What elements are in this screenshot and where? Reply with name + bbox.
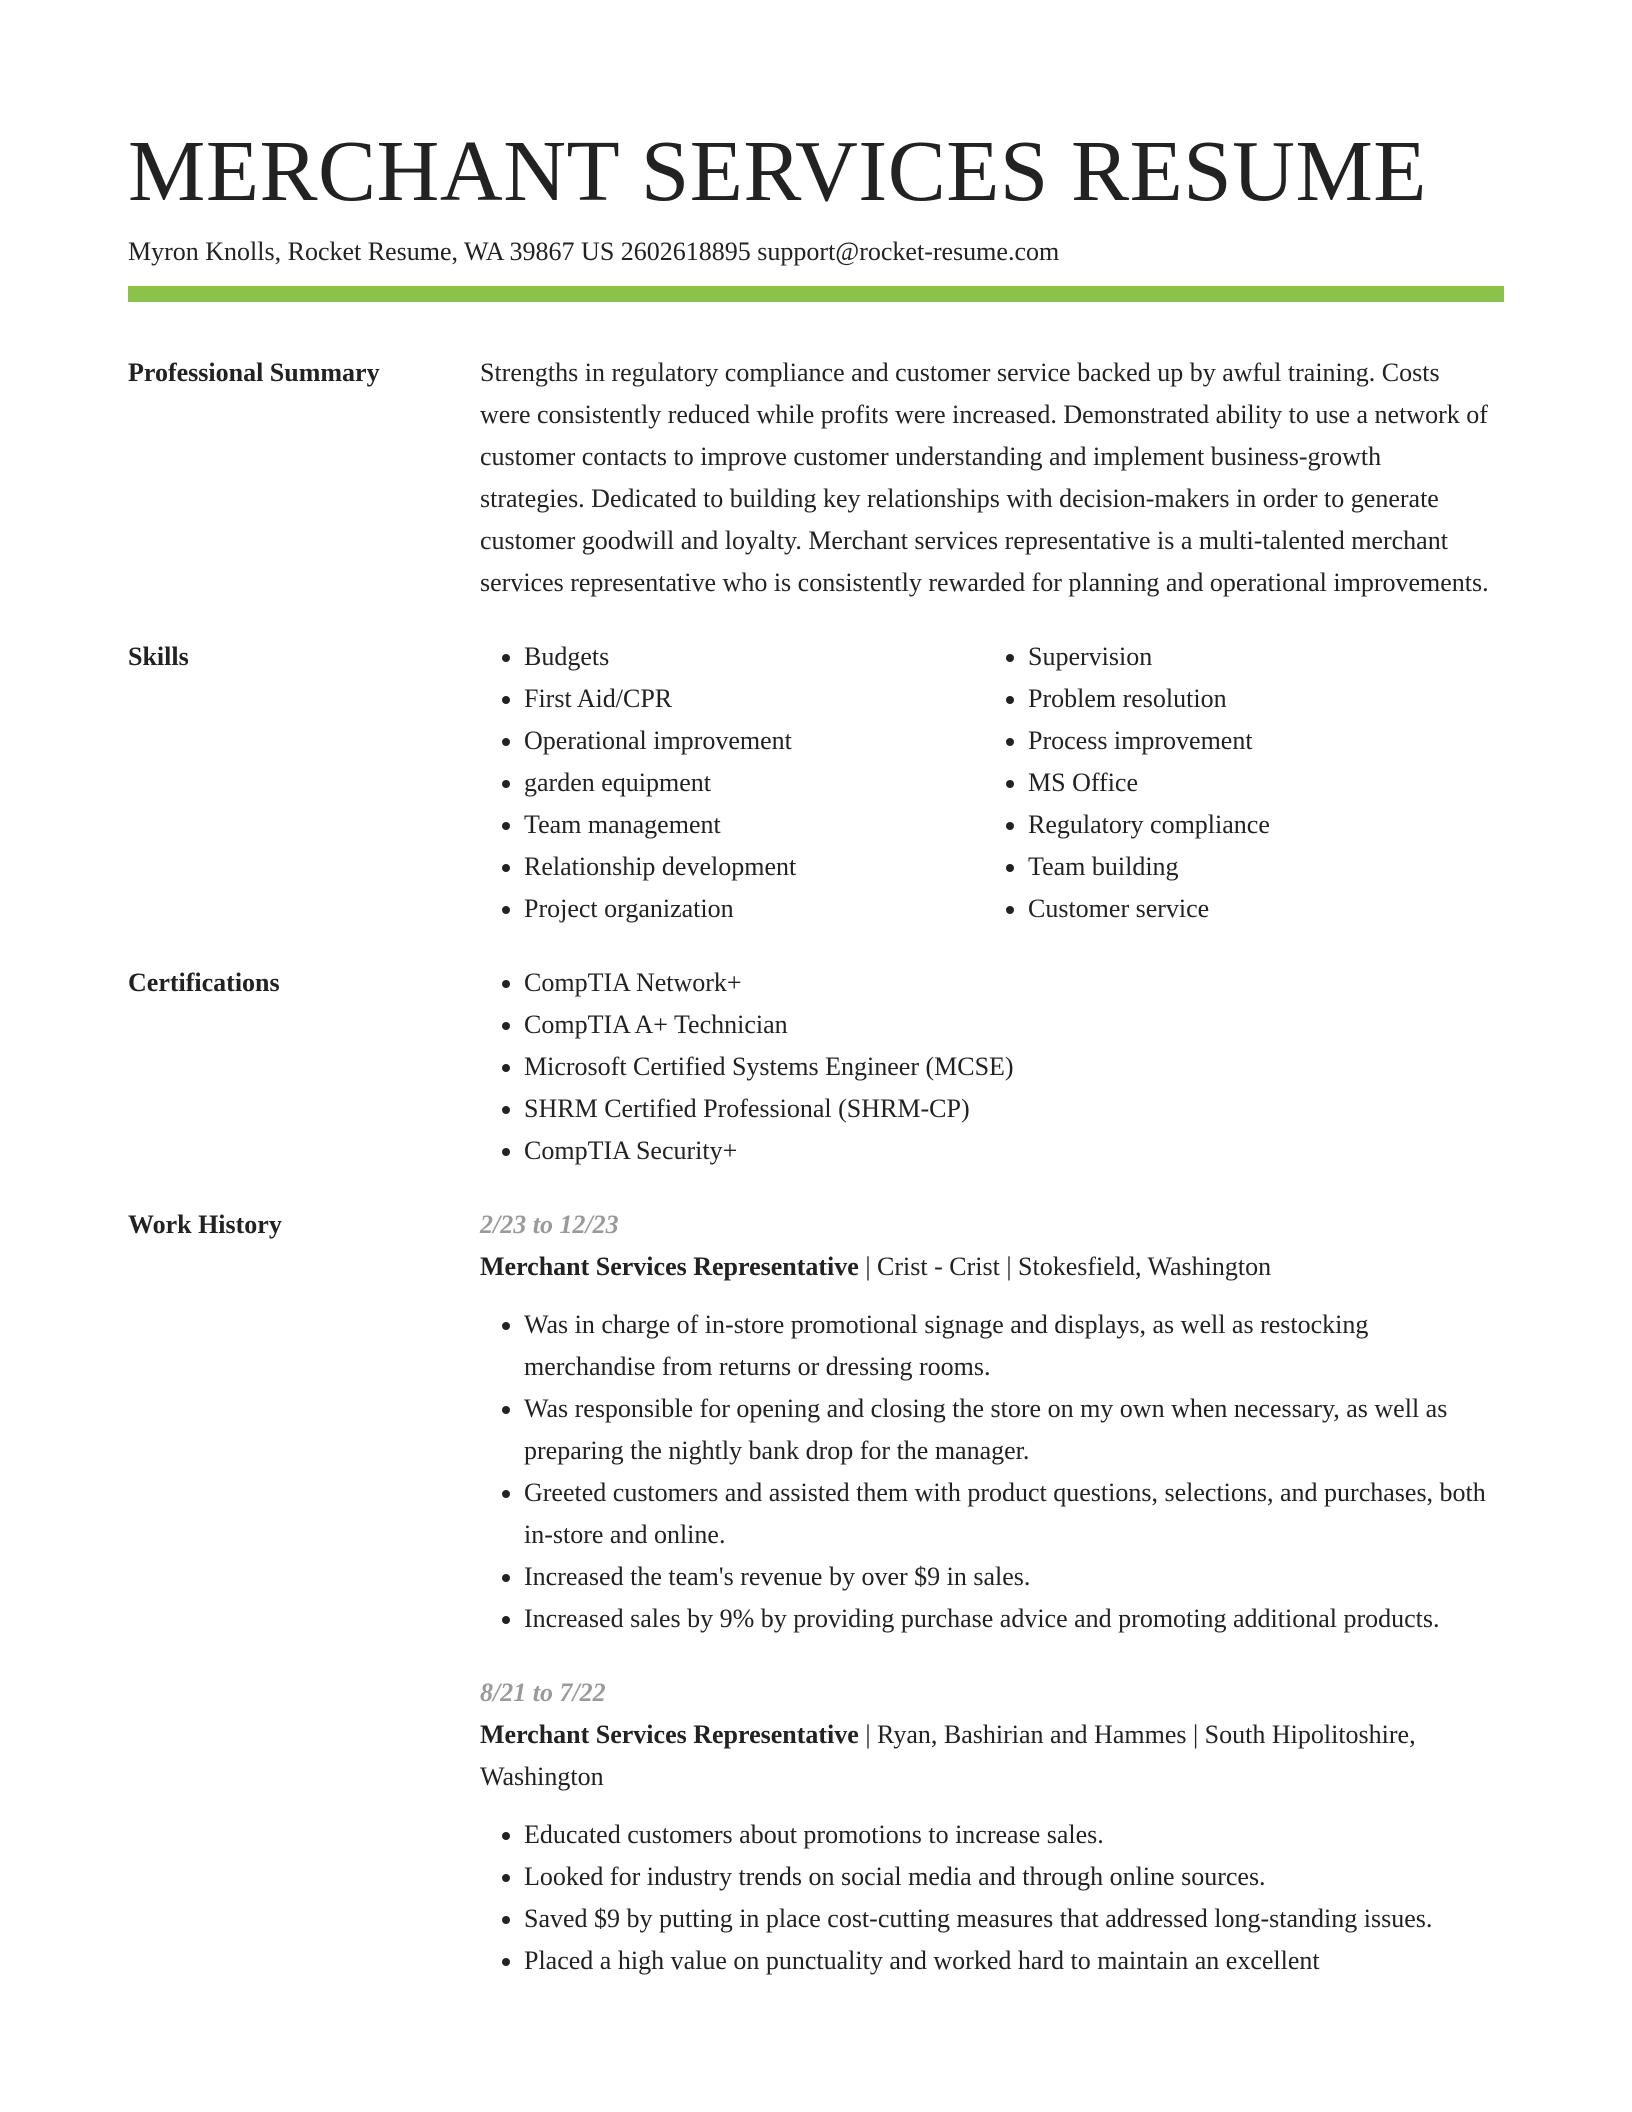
- skill-item: • Operational improvement: [524, 720, 984, 762]
- resume-page: [128, 0, 1504, 1982]
- skill-item: • Regulatory compliance: [1028, 804, 1488, 846]
- skill-item: • Process improvement: [1028, 720, 1488, 762]
- certifications-list: [480, 962, 1504, 1172]
- job-bullet: • Placed a high value on punctuality and worked hard to maintain an excellent: [524, 1940, 1504, 1982]
- skill-item: • First Aid/CPR: [524, 678, 984, 720]
- skills-column-right: [984, 636, 1488, 930]
- skill-item: • Project organization: [524, 888, 984, 930]
- job-bullet: • Was responsible for opening and closing the store on my own when necessary, as well as preparing the nightly bank drop for the manager.: [524, 1388, 1504, 1472]
- certification-item: • CompTIA A+ Technician: [524, 1004, 1504, 1046]
- job-bullets: [480, 1304, 1504, 1640]
- job-details: | Ryan, Bashirian and Hammes | South Hipolitoshire, Washington: [480, 1720, 1416, 1791]
- job-bullet: • Increased the team's revenue by over $9 in sales.: [524, 1556, 1504, 1598]
- job-title: Merchant Services Representative: [480, 1252, 859, 1281]
- job-bullet: • Greeted customers and assisted them with product questions, selections, and purchases, both in-store and online.: [524, 1472, 1504, 1556]
- header-divider: [128, 286, 1504, 302]
- job-bullet: • Looked for industry trends on social media and through online sources.: [524, 1856, 1504, 1898]
- skill-item: • Relationship development: [524, 846, 984, 888]
- certification-item: • SHRM Certified Professional (SHRM-CP): [524, 1088, 1504, 1130]
- skills-list: [480, 636, 1504, 930]
- work-history-section: [128, 1204, 1504, 1982]
- job-header: [480, 1714, 1504, 1798]
- certification-item: • CompTIA Security+: [524, 1130, 1504, 1172]
- work-history-list: [480, 1204, 1504, 1982]
- job-bullet: • Saved $9 by putting in place cost-cutting measures that addressed long-standing issues.: [524, 1898, 1504, 1940]
- job-title: Merchant Services Representative: [480, 1720, 859, 1749]
- skill-item: • Team building: [1028, 846, 1488, 888]
- skills-section: [128, 636, 1504, 930]
- summary-text: Strengths in regulatory compliance and customer service backed up by awful training. Costs were consistently reduced while profits were increased. Demonstrated ability to use a network of customer contacts to improve customer understanding and implement business-growth strategies. Dedicated to building key relationships with decision-makers in order to generate customer goodwill and loyalty. Merchant services representative is a multi-talented merchant services representative who is consistently rewarded for planning and operational improvements.: [480, 358, 1489, 597]
- skill-item: • garden equipment: [524, 762, 984, 804]
- certification-item: • Microsoft Certified Systems Engineer (MCSE): [524, 1046, 1504, 1088]
- certification-item: • CompTIA Network+: [524, 962, 1504, 1004]
- certifications-section: [128, 962, 1504, 1172]
- resume-title: MERCHANT SERVICES RESUME: [128, 122, 1427, 219]
- skill-item: • Problem resolution: [1028, 678, 1488, 720]
- skills-column-left: [480, 636, 984, 930]
- job-bullet: • Was in charge of in-store promotional signage and displays, as well as restocking merchandise from returns or dressing rooms.: [524, 1304, 1504, 1388]
- skill-item: • Budgets: [524, 636, 984, 678]
- job-bullets: [480, 1814, 1504, 1982]
- summary-section: [128, 352, 1504, 604]
- skill-item: • Team management: [524, 804, 984, 846]
- contact-line: Myron Knolls, Rocket Resume, WA 39867 US 2602618895 support@rocket-resume.com: [128, 237, 1060, 266]
- summary-heading: Professional Summary: [128, 358, 380, 387]
- job-dates: 8/21 to 7/22: [480, 1678, 606, 1707]
- skill-item: • Supervision: [1028, 636, 1488, 678]
- skill-item: • MS Office: [1028, 762, 1488, 804]
- job-entry: [480, 1672, 1504, 1982]
- job-dates: 2/23 to 12/23: [480, 1210, 619, 1239]
- skill-item: • Customer service: [1028, 888, 1488, 930]
- certifications-heading: Certifications: [128, 968, 280, 997]
- job-entry: [480, 1204, 1504, 1640]
- job-header: [480, 1246, 1504, 1288]
- job-bullet: • Increased sales by 9% by providing purchase advice and promoting additional products.: [524, 1598, 1504, 1640]
- job-details: | Crist - Crist | Stokesfield, Washington: [858, 1252, 1272, 1281]
- job-bullet: • Educated customers about promotions to increase sales.: [524, 1814, 1504, 1856]
- work-history-heading: Work History: [128, 1210, 282, 1239]
- skills-heading: Skills: [128, 642, 189, 671]
